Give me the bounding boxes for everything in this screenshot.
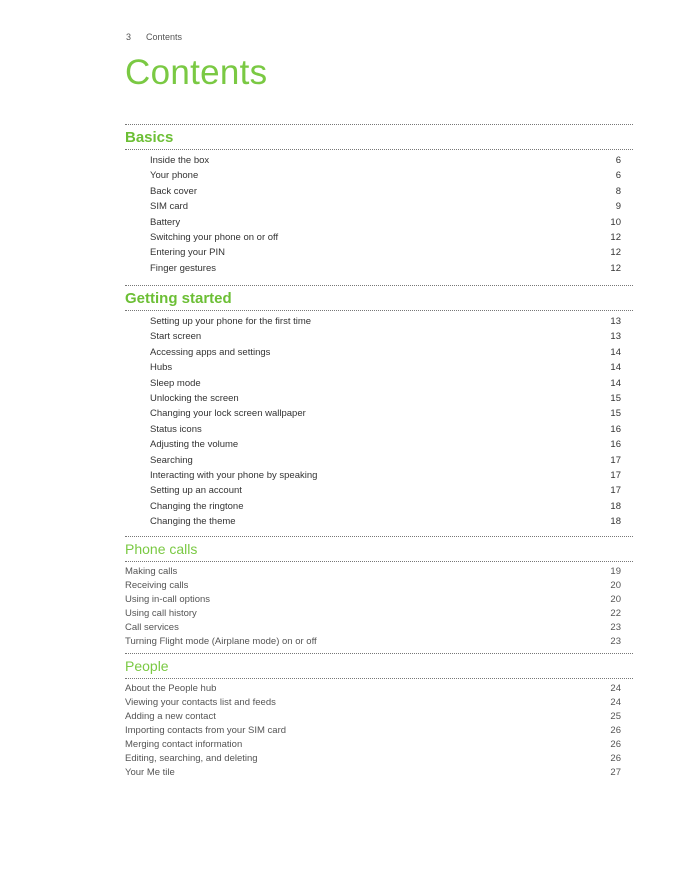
toc-entry-label: Making calls [125,566,178,577]
section-people [125,653,633,780]
section-basics [125,124,633,276]
section-title: People [125,657,633,679]
section-entries [125,562,633,649]
toc-entry-label: Entering your PIN [150,247,225,259]
toc-entry-page: 13 [610,331,621,343]
toc-entry[interactable] [125,499,633,514]
toc-entry-page: 14 [610,346,621,358]
toc-entry-page: 20 [610,580,621,591]
toc-entry-page: 16 [610,423,621,435]
section-title: Phone calls [125,540,633,562]
toc-entry[interactable] [125,710,633,724]
toc-entry-label: Call services [125,622,179,633]
toc-entry[interactable] [125,391,633,406]
toc-entry-label: Setting up an account [150,485,242,497]
toc-entry-page: 26 [610,753,621,764]
toc-entry[interactable] [125,199,633,214]
toc-entry-page: 27 [610,767,621,778]
section-entries [125,150,633,276]
toc-entry[interactable] [125,621,633,635]
toc-entry-label: Your Me tile [125,767,175,778]
toc-entry[interactable] [125,153,633,168]
toc-entry[interactable] [125,422,633,437]
toc-entry-page: 18 [610,516,621,528]
toc-entry-page: 14 [610,362,621,374]
toc-entry-label: Searching [150,454,193,466]
toc-entry-label: Your phone [150,170,199,182]
section-title: Getting started [125,289,633,311]
toc-entry-label: Changing your lock screen wallpaper [150,408,306,420]
running-header [126,32,182,42]
toc-entry-label: Start screen [150,331,202,343]
toc-entry-page: 24 [610,697,621,708]
toc-entry-label: Sleep mode [150,377,201,389]
toc-entry-label: Changing the ringtone [150,500,244,512]
toc-entry-label: Switching your phone on or off [150,231,279,243]
section-entries [125,679,633,780]
toc-entry[interactable] [125,437,633,452]
toc-entry-label: Changing the theme [150,516,236,528]
toc-entry[interactable] [125,483,633,498]
toc-entry-page: 12 [610,247,621,259]
toc-entry-label: Turning Flight mode (Airplane mode) on or off [125,636,317,647]
toc-entry-page: 13 [610,316,621,327]
toc-entry-label: Adding a new contact [125,711,216,722]
toc-entry-page: 12 [610,231,621,243]
toc-entry-label: Setting up your phone for the first time [150,316,312,327]
section-title: Basics [125,128,633,150]
toc-entry-page: 17 [610,454,621,466]
section-phone-calls [125,536,633,649]
toc-entry-label: Interacting with your phone by speaking [150,469,318,481]
toc-entry-page: 16 [610,439,621,451]
toc-entry[interactable] [125,376,633,391]
toc-entry[interactable] [125,184,633,199]
toc-entry-page: 17 [610,469,621,481]
toc-entry[interactable] [125,261,633,276]
toc-entry-label: Back cover [150,185,197,197]
toc-entry-page: 23 [610,622,621,633]
toc-entry-page: 6 [615,155,621,166]
section-divider [125,653,633,654]
toc-entry[interactable] [125,593,633,607]
page-title: Contents [125,53,268,92]
toc-entry-page: 23 [610,636,621,647]
toc-entry-label: Viewing your contacts list and feeds [125,697,276,708]
toc-entry-page: 26 [610,725,621,736]
toc-entry-label: Importing contacts from your SIM card [125,725,287,736]
section-divider [125,536,633,537]
toc-entry[interactable] [125,245,633,260]
toc-entry-page: 26 [610,739,621,750]
toc-entry[interactable] [125,345,633,360]
toc-entry-page: 17 [610,485,621,497]
section-divider [125,124,633,125]
toc-entry-page: 24 [610,683,621,694]
toc-entry[interactable] [125,514,633,529]
toc-entry-page: 9 [615,201,621,213]
toc-entry[interactable] [125,579,633,593]
toc-entry[interactable] [125,607,633,621]
toc-entry[interactable] [125,314,633,329]
page-number: 3 [126,32,132,42]
toc-entry-label: SIM card [150,201,189,213]
toc-entry[interactable] [125,406,633,421]
toc-entry-page: 22 [610,608,621,619]
toc-entry-label: Finger gestures [150,262,217,274]
toc-entry-page: 14 [610,377,621,389]
toc-entry-label: Inside the box [150,155,210,166]
toc-entry[interactable] [125,168,633,183]
section-getting-started [125,285,633,529]
toc-entry-label: Unlocking the screen [150,392,239,404]
toc-entry-page: 8 [615,185,621,197]
toc-entry-label: Receiving calls [125,580,189,591]
toc-entry-page: 18 [610,500,621,512]
toc-entry[interactable] [125,360,633,375]
toc-entry[interactable] [125,738,633,752]
toc-entry-page: 19 [610,566,621,577]
toc-entry-label: Using in-call options [125,594,211,605]
toc-entry[interactable] [125,468,633,483]
toc-entry-page: 20 [610,594,621,605]
toc-entry[interactable] [125,329,633,344]
section-divider [125,285,633,286]
toc-entry-label: Using call history [125,608,197,619]
toc-entry-label: Accessing apps and settings [150,346,271,358]
toc-entry-label: About the People hub [125,683,217,694]
toc-entry-label: Editing, searching, and deleting [125,753,258,764]
toc-entry-page: 15 [610,408,621,420]
toc-entry-label: Status icons [150,423,202,435]
toc-entry-page: 6 [615,170,621,182]
toc-entry-label: Adjusting the volume [150,439,239,451]
section-entries [125,311,633,529]
toc-entry[interactable] [125,682,633,696]
toc-entry[interactable] [125,635,633,649]
toc-entry-label: Hubs [150,362,173,374]
toc-entry-label: Battery [150,216,181,228]
toc-entry[interactable] [125,724,633,738]
toc-entry-page: 15 [610,392,621,404]
toc-entry[interactable] [125,565,633,579]
toc-entry-page: 25 [610,711,621,722]
toc-entry-page: 12 [610,262,621,274]
toc-entry[interactable] [125,215,633,230]
toc-entry[interactable] [125,453,633,468]
toc-entry[interactable] [125,766,633,780]
toc-entry-page: 10 [610,216,621,228]
toc-entry[interactable] [125,752,633,766]
toc-entry[interactable] [125,230,633,245]
toc-entry-label: Merging contact information [125,739,243,750]
running-header-section: Contents [146,32,183,42]
toc-entry[interactable] [125,696,633,710]
